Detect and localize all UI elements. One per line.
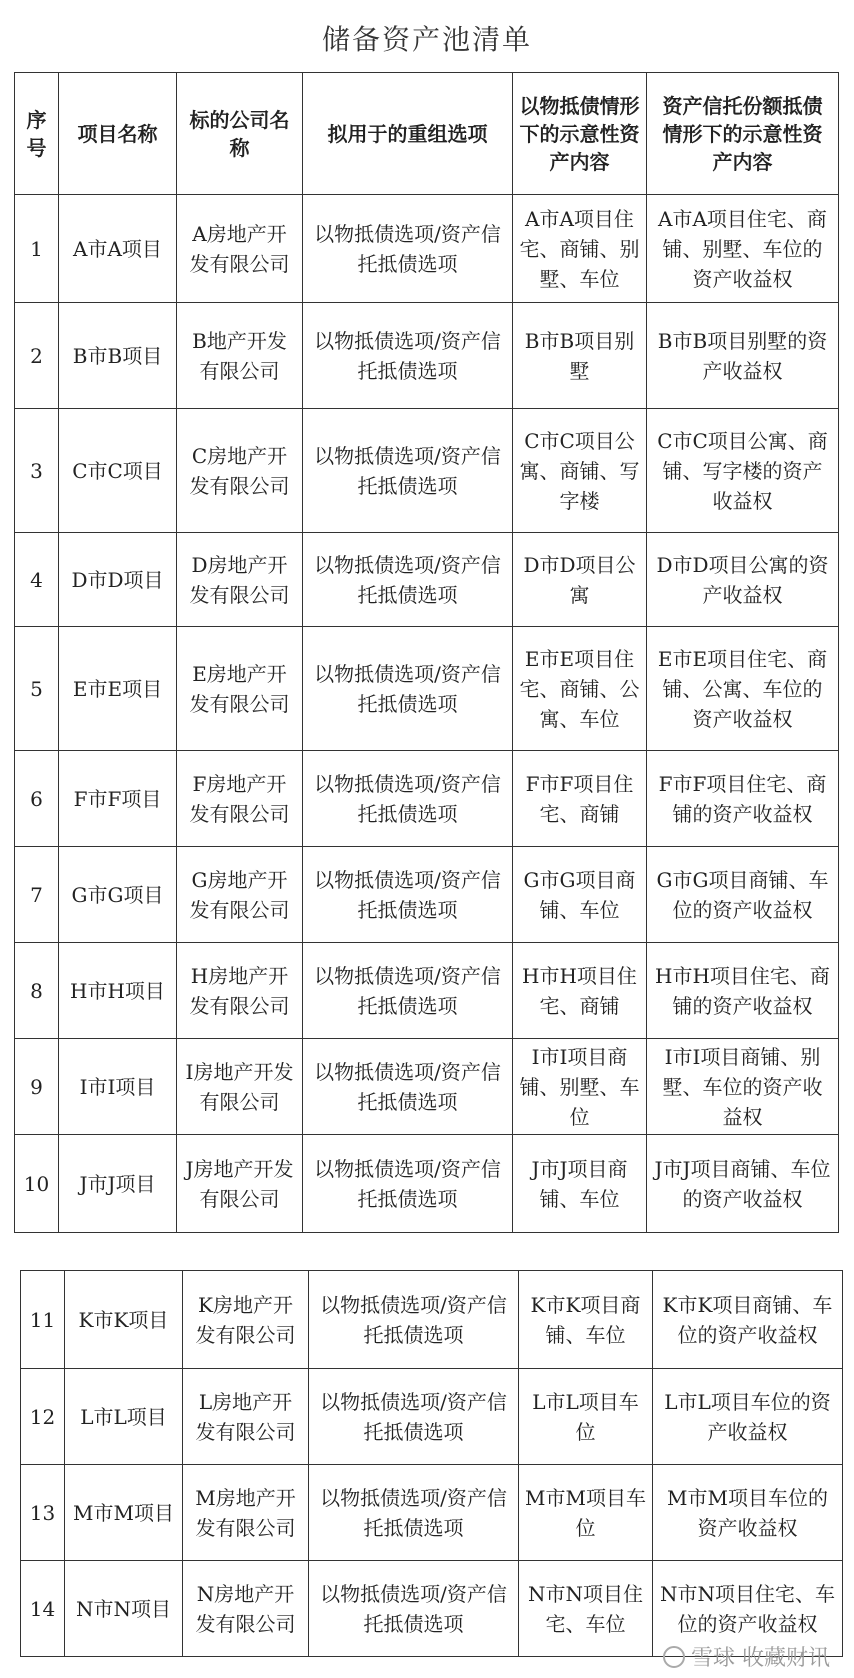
cell-no: 4 bbox=[15, 533, 59, 627]
header-asset-b: 资产信托份额抵债情形下的示意性资产内容 bbox=[647, 73, 839, 195]
cell-option: 以物抵债选项/资产信托抵债选项 bbox=[303, 943, 513, 1039]
cell-project: M市M项目 bbox=[65, 1465, 183, 1561]
snowball-logo-icon bbox=[663, 1646, 685, 1668]
cell-asset-a: E市E项目住宅、商铺、公寓、车位 bbox=[513, 627, 647, 751]
cell-asset-a: M市M项目车位 bbox=[519, 1465, 653, 1561]
asset-pool-table-continued bbox=[20, 1270, 843, 1657]
cell-no: 10 bbox=[15, 1135, 59, 1233]
cell-no: 7 bbox=[15, 847, 59, 943]
cell-company: J房地产开发有限公司 bbox=[177, 1135, 303, 1233]
cell-option: 以物抵债选项/资产信托抵债选项 bbox=[303, 627, 513, 751]
cell-project: D市D项目 bbox=[59, 533, 177, 627]
cell-asset-a: D市D项目公寓 bbox=[513, 533, 647, 627]
cell-asset-b: H市H项目住宅、商铺的资产收益权 bbox=[647, 943, 839, 1039]
cell-company: B地产开发有限公司 bbox=[177, 303, 303, 409]
table-row bbox=[15, 1039, 839, 1135]
cell-company: N房地产开发有限公司 bbox=[183, 1561, 309, 1657]
cell-asset-b: E市E项目住宅、商铺、公寓、车位的资产收益权 bbox=[647, 627, 839, 751]
cell-company: L房地产开发有限公司 bbox=[183, 1369, 309, 1465]
table-row bbox=[15, 943, 839, 1039]
cell-asset-a: N市N项目住宅、车位 bbox=[519, 1561, 653, 1657]
cell-asset-a: L市L项目车位 bbox=[519, 1369, 653, 1465]
cell-asset-a: B市B项目别墅 bbox=[513, 303, 647, 409]
cell-project: A市A项目 bbox=[59, 195, 177, 303]
cell-asset-a: F市F项目住宅、商铺 bbox=[513, 751, 647, 847]
cell-project: J市J项目 bbox=[59, 1135, 177, 1233]
cell-asset-b: C市C项目公寓、商铺、写字楼的资产收益权 bbox=[647, 409, 839, 533]
table-row bbox=[21, 1271, 843, 1369]
table-row bbox=[15, 751, 839, 847]
cell-option: 以物抵债选项/资产信托抵债选项 bbox=[303, 409, 513, 533]
cell-asset-b: A市A项目住宅、商铺、别墅、车位的资产收益权 bbox=[647, 195, 839, 303]
cell-option: 以物抵债选项/资产信托抵债选项 bbox=[303, 303, 513, 409]
cell-option: 以物抵债选项/资产信托抵债选项 bbox=[303, 1039, 513, 1135]
table-row bbox=[15, 847, 839, 943]
cell-option: 以物抵债选项/资产信托抵债选项 bbox=[309, 1561, 519, 1657]
cell-project: I市I项目 bbox=[59, 1039, 177, 1135]
header-project: 项目名称 bbox=[59, 73, 177, 195]
cell-company: H房地产开发有限公司 bbox=[177, 943, 303, 1039]
cell-asset-a: G市G项目商铺、车位 bbox=[513, 847, 647, 943]
cell-project: L市L项目 bbox=[65, 1369, 183, 1465]
cell-asset-b: L市L项目车位的资产收益权 bbox=[653, 1369, 843, 1465]
document-title: 储备资产池清单 bbox=[321, 23, 532, 56]
cell-no: 3 bbox=[15, 409, 59, 533]
cell-option: 以物抵债选项/资产信托抵债选项 bbox=[309, 1271, 519, 1369]
table-row bbox=[21, 1369, 843, 1465]
cell-project: K市K项目 bbox=[65, 1271, 183, 1369]
cell-asset-b: D市D项目公寓的资产收益权 bbox=[647, 533, 839, 627]
table-row bbox=[21, 1465, 843, 1561]
table-row bbox=[15, 1135, 839, 1233]
cell-asset-a: J市J项目商铺、车位 bbox=[513, 1135, 647, 1233]
cell-no: 1 bbox=[15, 195, 59, 303]
cell-project: B市B项目 bbox=[59, 303, 177, 409]
table-header-row bbox=[15, 73, 839, 195]
cell-project: C市C项目 bbox=[59, 409, 177, 533]
cell-option: 以物抵债选项/资产信托抵债选项 bbox=[303, 751, 513, 847]
cell-asset-a: C市C项目公寓、商铺、写字楼 bbox=[513, 409, 647, 533]
cell-project: F市F项目 bbox=[59, 751, 177, 847]
table-row bbox=[15, 303, 839, 409]
cell-asset-b: I市I项目商铺、别墅、车位的资产收益权 bbox=[647, 1039, 839, 1135]
cell-asset-b: N市N项目住宅、车位的资产收益权 bbox=[653, 1561, 843, 1657]
cell-project: G市G项目 bbox=[59, 847, 177, 943]
cell-option: 以物抵债选项/资产信托抵债选项 bbox=[303, 195, 513, 303]
cell-asset-a: H市H项目住宅、商铺 bbox=[513, 943, 647, 1039]
cell-no: 8 bbox=[15, 943, 59, 1039]
cell-option: 以物抵债选项/资产信托抵债选项 bbox=[309, 1369, 519, 1465]
cell-asset-a: A市A项目住宅、商铺、别墅、车位 bbox=[513, 195, 647, 303]
cell-asset-b: B市B项目别墅的资产收益权 bbox=[647, 303, 839, 409]
cell-no: 12 bbox=[21, 1369, 65, 1465]
cell-no: 14 bbox=[21, 1561, 65, 1657]
cell-company: C房地产开发有限公司 bbox=[177, 409, 303, 533]
cell-company: M房地产开发有限公司 bbox=[183, 1465, 309, 1561]
table-row bbox=[15, 533, 839, 627]
cell-no: 9 bbox=[15, 1039, 59, 1135]
cell-option: 以物抵债选项/资产信托抵债选项 bbox=[303, 1135, 513, 1233]
cell-no: 11 bbox=[21, 1271, 65, 1369]
cell-no: 6 bbox=[15, 751, 59, 847]
cell-option: 以物抵债选项/资产信托抵债选项 bbox=[303, 533, 513, 627]
cell-option: 以物抵债选项/资产信托抵债选项 bbox=[309, 1465, 519, 1561]
cell-asset-a: K市K项目商铺、车位 bbox=[519, 1271, 653, 1369]
header-asset-a: 以物抵债情形下的示意性资产内容 bbox=[513, 73, 647, 195]
cell-company: I房地产开发有限公司 bbox=[177, 1039, 303, 1135]
cell-asset-b: F市F项目住宅、商铺的资产收益权 bbox=[647, 751, 839, 847]
cell-no: 5 bbox=[15, 627, 59, 751]
watermark bbox=[663, 1641, 830, 1672]
cell-company: E房地产开发有限公司 bbox=[177, 627, 303, 751]
cell-project: N市N项目 bbox=[65, 1561, 183, 1657]
cell-no: 13 bbox=[21, 1465, 65, 1561]
cell-company: F房地产开发有限公司 bbox=[177, 751, 303, 847]
cell-no: 2 bbox=[15, 303, 59, 409]
cell-project: E市E项目 bbox=[59, 627, 177, 751]
asset-pool-table bbox=[14, 72, 839, 1233]
header-option: 拟用于的重组选项 bbox=[303, 73, 513, 195]
cell-project: H市H项目 bbox=[59, 943, 177, 1039]
table-row bbox=[15, 195, 839, 303]
cell-asset-b: G市G项目商铺、车位的资产收益权 bbox=[647, 847, 839, 943]
cell-option: 以物抵债选项/资产信托抵债选项 bbox=[303, 847, 513, 943]
watermark-text: 雪球 收藏财讯 bbox=[691, 1646, 830, 1671]
cell-company: G房地产开发有限公司 bbox=[177, 847, 303, 943]
cell-company: A房地产开发有限公司 bbox=[177, 195, 303, 303]
cell-company: D房地产开发有限公司 bbox=[177, 533, 303, 627]
header-no: 序号 bbox=[15, 73, 59, 195]
cell-company: K房地产开发有限公司 bbox=[183, 1271, 309, 1369]
table-row bbox=[15, 409, 839, 533]
cell-asset-b: J市J项目商铺、车位的资产收益权 bbox=[647, 1135, 839, 1233]
cell-asset-b: M市M项目车位的资产收益权 bbox=[653, 1465, 843, 1561]
cell-asset-a: I市I项目商铺、别墅、车位 bbox=[513, 1039, 647, 1135]
cell-asset-b: K市K项目商铺、车位的资产收益权 bbox=[653, 1271, 843, 1369]
header-company: 标的公司名称 bbox=[177, 73, 303, 195]
table-row bbox=[15, 627, 839, 751]
